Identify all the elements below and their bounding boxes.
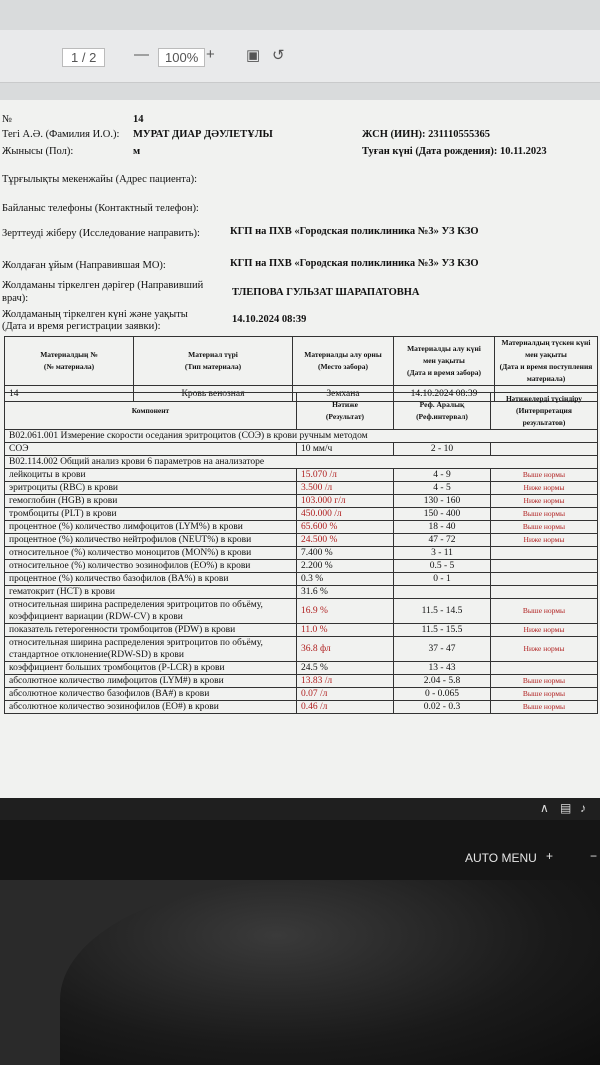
doctor-label-2: врач): [2,293,29,304]
ref-range: 0 - 1 [394,573,491,586]
table-row [5,675,598,688]
doctor-value: ТЛЕПОВА ГУЛЬЗАТ ШАРАПАТОВНА [232,287,420,298]
result-value: 2.200 % [297,560,394,573]
component-name: СОЭ [5,443,297,456]
chevron-up-icon[interactable]: ∧ [540,801,549,815]
table-row [5,547,598,560]
sex-value: м [133,146,141,157]
table-row [5,469,598,482]
zoom-in-button[interactable]: + [206,46,215,63]
monitor-minus-button[interactable]: − [590,849,598,863]
fit-page-icon[interactable]: ▣ [246,47,261,64]
regdate-value: 14.10.2024 08:39 [232,314,307,325]
ref-range: 4 - 9 [394,469,491,482]
ref-range: 13 - 43 [394,662,491,675]
result-value: 24.5 % [297,662,394,675]
material-cell: Земхана [293,386,394,402]
ref-range [394,586,491,599]
component-name: процентное (%) количество лимфоцитов (LYM%) в крови [5,521,297,534]
interpretation: Выше нормы [491,508,598,521]
result-value: 0.46 /л [297,701,394,714]
component-name: коэффициент больших тромбоцитов (P-LCR) в крови [5,662,297,675]
result-value: 10 мм/ч [297,443,394,456]
name-label: Тегі А.Ә. (Фамилия И.О.): [2,129,120,140]
table-row [5,662,598,675]
material-header: Материал түрі (Тип материала) [134,337,293,386]
zoom-level[interactable]: 100% [158,48,205,67]
mo-label: Жолдаған ұйым (Направившая МО): [2,260,166,271]
zoom-out-button[interactable]: — [134,46,149,63]
component-name: относительное (%) количество моноцитов (MON%) в крови [5,547,297,560]
table-row [5,573,598,586]
component-name: относительное (%) количество эозинофилов (EO%) в крови [5,560,297,573]
result-value: 31.6 % [297,586,394,599]
component-name: гемоглобин (HGB) в крови [5,495,297,508]
ref-range: 18 - 40 [394,521,491,534]
interpretation: Ниже нормы [491,624,598,637]
result-value: 24.500 % [297,534,394,547]
interpretation: Ниже нормы [491,534,598,547]
component-name: лейкоциты в крови [5,469,297,482]
material-header: Материалды алу күні мен уақыты (Дата и время забора) [394,337,495,386]
result-value: 103.000 г/л [297,495,394,508]
material-cell: 14.10.2024 08:39 [394,386,495,402]
section-header: B02.061.001 Измерение скорости оседания эритроцитов (СОЭ) в крови ручным методом [5,430,598,443]
no-value: 14 [133,114,144,125]
table-row [5,560,598,573]
regdate-label-2: (Дата и время регистрации заявки): [2,321,161,332]
ref-range: 150 - 400 [394,508,491,521]
table-row [5,508,598,521]
result-value: 11.0 % [297,624,394,637]
network-icon[interactable]: ▤ [560,801,572,815]
component-name: абсолютное количество лимфоцитов (LYM#) в крови [5,675,297,688]
ref-range: 4 - 5 [394,482,491,495]
component-name: относительная ширина распределения эритроцитов по объёму, стандартное отклонение(RDW-SD) в крови [5,637,297,662]
doctor-label: Жолдаманы тіркелген дәрігер (Направивший [2,280,204,291]
table-row [5,521,598,534]
ref-range: 130 - 160 [394,495,491,508]
section-header: B02.114.002 Общий анализ крови 6 параметров на анализаторе [5,456,598,469]
iin-label: ЖСН (ИИН): 231110555365 [362,129,490,140]
component-name: процентное (%) количество нейтрофилов (NEUT%) в крови [5,534,297,547]
phone-label: Байланыс телефоны (Контактный телефон): [2,203,199,214]
ref-range: 11.5 - 15.5 [394,624,491,637]
ref-range: 0.02 - 0.3 [394,701,491,714]
result-value: 0.07 /л [297,688,394,701]
ref-range: 2.04 - 5.8 [394,675,491,688]
table-row [5,637,598,662]
material-header: Материалдың № (№ материала) [5,337,134,386]
sex-label: Жынысы (Пол): [2,146,74,157]
regdate-label: Жолдаманың тіркелген күні және уақыты [2,309,188,320]
monitor-bezel [0,820,600,880]
ref-range: 3 - 11 [394,547,491,560]
interpretation [491,586,598,599]
address-label: Тұрғылықты мекенжайы (Адрес пациента): [2,174,198,185]
table-row [5,599,598,624]
results-header: Реф. Аралық (Реф.интервал) [394,393,491,430]
referral-value: КГП на ПХВ «Городская поликлиника №3» УЗ КЗО [230,226,479,237]
interpretation [491,573,598,586]
monitor-plus-button[interactable]: + [546,849,554,863]
taskbar [0,798,600,820]
interpretation [491,443,598,456]
interpretation: Выше нормы [491,521,598,534]
result-value: 0.3 % [297,573,394,586]
material-header: Материалдың түскен күні мен уақыты (Дата и время поступления материала) [495,337,598,386]
interpretation: Ниже нормы [491,482,598,495]
monitor-menu-label[interactable]: AUTO MENU [465,851,537,865]
interpretation: Выше нормы [491,688,598,701]
table-row [5,624,598,637]
interpretation: Выше нормы [491,599,598,624]
ref-range: 0 - 0.065 [394,688,491,701]
result-value: 13.83 /л [297,675,394,688]
rotate-icon[interactable]: ↺ [272,47,285,64]
interpretation [491,547,598,560]
interpretation: Выше нормы [491,469,598,482]
result-value: 450.000 /л [297,508,394,521]
component-name: тромбоциты (PLT) в крови [5,508,297,521]
component-name: эритроциты (RBC) в крови [5,482,297,495]
component-name: абсолютное количество эозинофилов (EO#) в крови [5,701,297,714]
result-value: 15.070 /л [297,469,394,482]
interpretation: Выше нормы [491,701,598,714]
interpretation [491,662,598,675]
ref-range: 47 - 72 [394,534,491,547]
pdf-toolbar [0,30,600,83]
interpretation [491,560,598,573]
interpretation: Выше нормы [491,675,598,688]
material-cell: 14 [5,386,134,402]
dob-label: Туған күні (Дата рождения): 10.11.2023 [362,146,547,157]
table-row [5,534,598,547]
no-label: № [2,114,13,125]
table-row [5,701,598,714]
component-name: относительная ширина распределения эритроцитов по объёму, коэффициент вариации (RDW-CV) в крови [5,599,297,624]
result-value: 7.400 % [297,547,394,560]
result-value: 16.9 % [297,599,394,624]
ref-range: 37 - 47 [394,637,491,662]
referral-label: Зерттеуді жіберу (Исследование направить): [2,228,200,239]
ref-range: 2 - 10 [394,443,491,456]
result-value: 65.600 % [297,521,394,534]
result-value: 36.8 фл [297,637,394,662]
results-header: Нәтиже (Результат) [297,393,394,430]
document-page [0,100,600,800]
speaker-icon[interactable]: ♪ [580,801,586,815]
table-row [5,482,598,495]
interpretation: Ниже нормы [491,637,598,662]
material-header: Материалды алу орны (Место забора) [293,337,394,386]
component-name: показатель гетерогенности тромбоцитов (PDW) в крови [5,624,297,637]
results-header: Компонент [5,393,297,430]
result-value: 3.500 /л [297,482,394,495]
mo-value: КГП на ПХВ «Городская поликлиника №3» УЗ КЗО [230,258,479,269]
page-indicator[interactable]: 1 / 2 [62,48,105,67]
ref-range: 0.5 - 5 [394,560,491,573]
monitor-stand [60,880,600,1065]
ref-range: 11.5 - 14.5 [394,599,491,624]
component-name: абсолютное количество базофилов (BA#) в крови [5,688,297,701]
component-name: гематокрит (HCT) в крови [5,586,297,599]
component-name: процентное (%) количество базофилов (BA%) в крови [5,573,297,586]
results-table [4,392,598,714]
interpretation: Ниже нормы [491,495,598,508]
name-value: МУРАТ ДИАР ДӘУЛЕТҰЛЫ [133,129,273,140]
table-row [5,495,598,508]
results-header: Нәтижелерді түсіндіру (Интерпретация результатов) [491,393,598,430]
table-row [5,586,598,599]
table-row [5,688,598,701]
material-cell: Кровь венозная [134,386,293,402]
